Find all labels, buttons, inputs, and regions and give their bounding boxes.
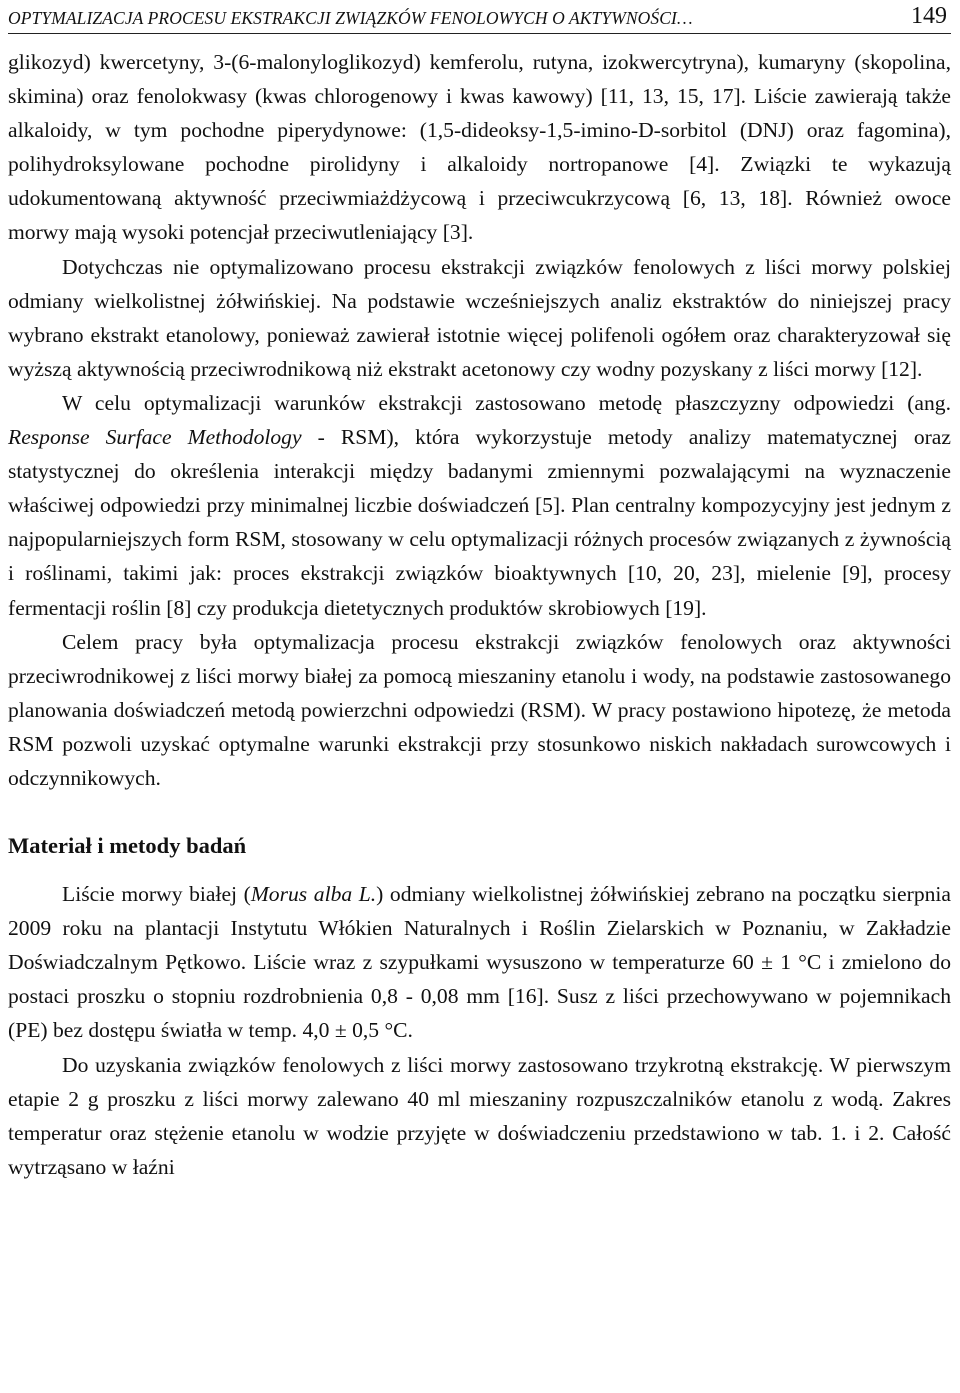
running-title: OPTYMALIZACJA PROCESU EKSTRAKCJI ZWIĄZKÓW FENOLOWYCH O AKTYWNOŚCI… [8, 8, 693, 28]
material-text-end: ) odmiany wielkolistnej żółwińskiej zebrano na początku sierpnia 2009 roku na plantacji Instytutu Włókien Naturalnych i Roślin Zielarskich w Poznaniu, w Zakładzie Doświadczalnym Pętkowo. Liście wraz z szypułkami wysuszono w temperaturze 60 ± 1 °C i zmielono do postaci proszku o stopniu rozdrobnienia 0,8 - 0,08 mm [16]. Susz z liści przechowywano w pojemnikach (PE) bez dostępu światła w temp. 4,0 ± 0,5 °C. [8, 882, 952, 1043]
paragraph-extraction: Do uzyskania związków fenolowych z liści morwy zastosowano trzykrotną ekstrakcję. W pierwszym etapie 2 g proszku z liści morwy zalewano 40 ml mieszaniny rozpuszczalników etanolu z wodą. Zakres temperatur oraz stężenie etanolu w wodzie przyjęte w doświadczeniu przedstawiono w tab. 1. i 2. Całość wytrząsano w łaźni [8, 1052, 951, 1179]
page-number: 149 [911, 3, 947, 29]
running-header [8, 0, 951, 34]
rsm-term-italic: Response Surface Methodology [8, 425, 302, 450]
section-heading: Materiał i metody badań [8, 833, 247, 859]
material-text-start: Liście morwy białej ( [62, 882, 251, 907]
rsm-text-end: - RSM), która wykorzystuje metody analizy matematycznej oraz statystycznej do określenia interakcji między badanymi zmiennymi pozwalającymi na wyznaczenie właściwej odpowiedzi przy minimalnej liczbie doświadczeń [5]. Plan centralny kompozycyjny jest jednym z najpopularniejszych form RSM, stosowany w celu optymalizacji różnych procesów związanych z żywnością i roślinami, takimi jak: proces ekstrakcji związków bioaktywnych [10, 20, 23], mielenie [9], procesy fermentacji roślin [8] czy produkcja dietetycznych produktów skrobiowych [19]. [8, 425, 951, 620]
rsm-text-start: W celu optymalizacji warunków ekstrakcji zastosowano metodę płaszczyzny odpowiedzi (ang. [62, 390, 951, 415]
paragraph-rsm [8, 386, 951, 625]
body-text [8, 45, 951, 1184]
paragraph-aim: Celem pracy była optymalizacja procesu ekstrakcji związków fenolowych oraz aktywności przeciwrodnikowej z liści morwy białej za pomocą mieszaniny etanolu i wody, na podstawie zastosowanego planowania doświadczeń metodą powierzchni odpowiedzi (RSM). W pracy postawiono hipotezę, że metoda RSM pozwoli uzyskać optymalne warunki ekstrakcji przy stosunkowo niskich nakładach surowcowych i odczynnikowych. [8, 629, 951, 790]
species-name-italic: Morus alba L. [250, 882, 377, 907]
paragraph-material [8, 877, 951, 1047]
paragraph-prior-work: Dotychczas nie optymalizowano procesu ekstrakcji związków fenolowych z liści morwy polskiej odmiany wielkolistnej żółwińskiej. Na podstawie wcześniejszych analiz ekstraktów do niniejszej pracy wybrano ekstrakt etanolowy, ponieważ zawierał istotnie więcej polifenoli ogółem oraz charakteryzował się wyższą aktywnością przeciwrodnikową niż ekstrakt acetonowy czy wodny pozyskany z liści morwy [12]. [8, 254, 951, 381]
paragraph-continuation: glikozyd) kwercetyny, 3-(6-malonyloglikozyd) kemferolu, rutyna, izokwercytryna), kumaryny (skopolina, skimina) oraz fenolokwasy (kwas chlorogenowy i kwas kawowy) [11, 13, 15, 17]. Liście zawierają także alkaloidy, w tym pochodne piperydynowe: (1,5-dideoksy-1,5-imino-D-sorbitol (DNJ) oraz fagomina), polihydroksylowane pochodne pirolidyny i alkaloidy nortropanowe [4]. Związki te wykazują udokumentowaną aktywność przeciwmiażdżycową i przeciwcukrzycową [6, 13, 18]. Również owoce morwy mają wysoki potencjał przeciwutleniający [3]. [8, 50, 951, 245]
